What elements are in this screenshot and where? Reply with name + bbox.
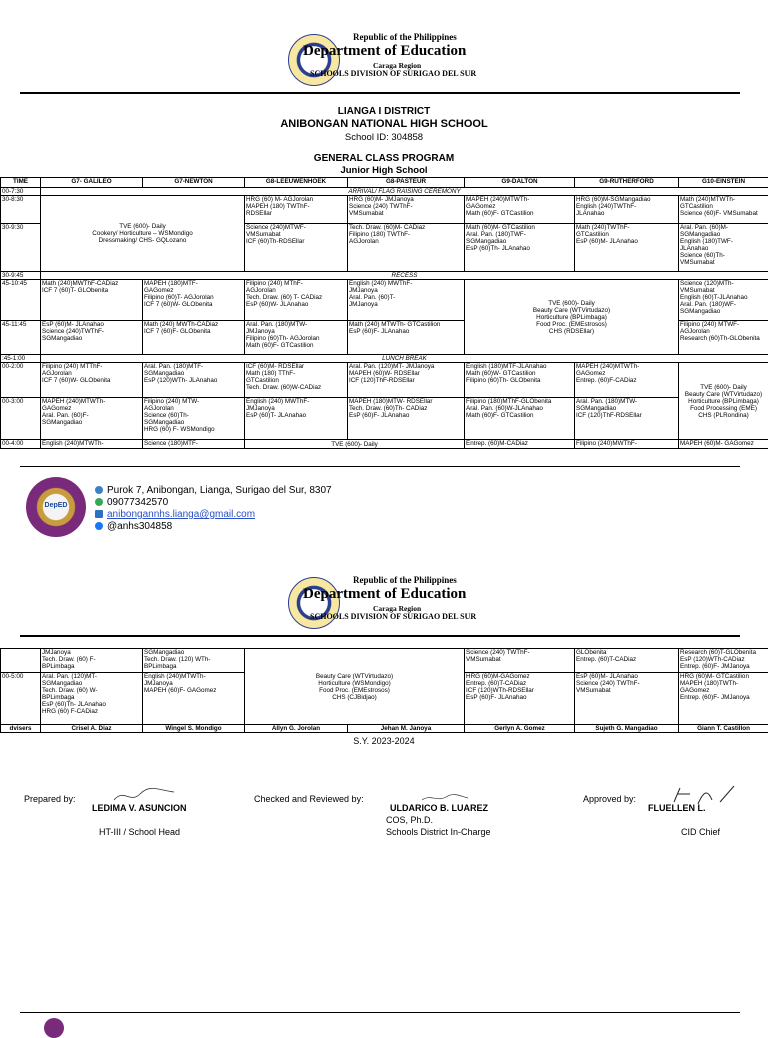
time-cell: 00-5:00 <box>1 673 41 725</box>
schedule-cell: Math (240)TWThF- GTCastilion EsP (60)M- JLAnahao <box>575 224 679 272</box>
school-logo <box>26 477 86 537</box>
schedule-cell: MAPEH (240)MTWTh- GAGomez Math (60)F- GTCastilion <box>465 196 575 224</box>
department-title: Department of Education <box>303 586 466 603</box>
checked-by-title: Schools District In-Charge <box>386 827 491 837</box>
school-name: ANIBONGAN NATIONAL HIGH SCHOOL <box>0 118 768 130</box>
col-g7-galileo: G7- GALILEO <box>41 178 143 188</box>
approved-by-label: Approved by: <box>583 794 636 804</box>
schedule-cell: English (240)MTWTh- JMJanoya MAPEH (60)F- GAGomez <box>143 673 245 725</box>
adviser-name: Gerlyn A. Gomez <box>465 725 575 733</box>
schedule-cell: Math (240) MWTh-CADiaz ICF 7 (60)F- GLObenita <box>143 321 245 355</box>
schedule-cell: MAPEH (60)M- GAGomez <box>679 440 768 449</box>
time-cell: 30-9:30 <box>1 224 41 272</box>
email-link[interactable]: anibongannhs.lianga@gmail.com <box>107 509 255 520</box>
adviser-name: Jehan M. Janoya <box>348 725 465 733</box>
table-row <box>1 355 768 363</box>
schedule-cell: Filipino (240) MTWF- AGJorolan Research (60)Th-GLObenita <box>679 321 768 355</box>
schedule-cell: JMJanoya Tech. Draw. (60) F- BPLimbaga <box>41 649 143 673</box>
header-divider <box>20 635 740 637</box>
schedule-cell: EsP (60)M- JLAnahao Science (240) TWThF- VMSumabat <box>575 673 679 725</box>
checked-by-name: ULDARICO B. LUAREZ <box>390 803 488 813</box>
schedule-cell: EsP (60)M- JLAnahao Science (240)TWThF- SGMangadiao <box>41 321 143 355</box>
footer-divider <box>20 466 740 467</box>
time-cell: 45-11:45 <box>1 321 41 355</box>
schedule-cell: MAPEH (180)MTW- RDSEllar Tech. Draw. (60)Th- CADiaz EsP (60)F- JLAnahao <box>348 398 465 440</box>
region-label: Caraga Region <box>373 604 421 613</box>
schedule-cell: HRG (60)M- JMJanoya Science (240) TWThF- VMSumabat <box>348 196 465 224</box>
schedule-cell: ICF (60)M- RDSEllar Math (180) TThF- GTCastilion Tech. Draw. (60)W-CADiaz <box>245 363 348 398</box>
facebook-text: @anhs304858 <box>107 521 172 532</box>
prepared-by-title: HT-III / School Head <box>99 827 180 837</box>
schedule-cell: Math (240) MTWTh- GTCastilion EsP (60)F- JLAnahao <box>348 321 465 355</box>
deped-seal-logo <box>288 34 340 86</box>
approved-by-title: CID Chief <box>681 827 720 837</box>
schedule-cell: SGMangadiao Tech. Draw. (120) WTh- BPLimbaga <box>143 649 245 673</box>
schedule-cell: Tech. Draw. (60)M- CADiaz Filipino (180) TWThF- AGJorolan <box>348 224 465 272</box>
time-cell: 30-9:45 <box>1 272 41 280</box>
advisers-label: dvisers <box>1 725 41 733</box>
school-logo-partial <box>44 1018 64 1038</box>
email-icon <box>95 510 103 518</box>
table-row <box>1 363 768 398</box>
recess-cell: RECESS <box>41 272 768 280</box>
tve-cell: Beauty Care (WTVirtudazo) Horticulture (WSMondigo) Food Proc. (EMEstrosos) CHS (CJBidjao) <box>245 649 465 725</box>
schedule-cell: Math (60)M- GTCastilion Aral. Pan. (180)TWF- SGMangadiao EsP (60)Th- JLAnahao <box>465 224 575 272</box>
schedule-cell: HRG (60)M- GTCastilion MAPEH (180)TWTh- GAGomez Entrep. (60)F- JMJanoya <box>679 673 768 725</box>
schedule-cell: English (240) MWThF- JMJanoya EsP (60)T- JLAnahao <box>245 398 348 440</box>
district-title: LIANGA I DISTRICT <box>0 106 768 117</box>
table-row <box>1 280 768 321</box>
schedule-cell: Filipino (240) MTW- AGJorolan Science (60)Th- SGMangadiao HRG (60) F- WSMondigo <box>143 398 245 440</box>
adviser-name: Allyn G. Jorolan <box>245 725 348 733</box>
schedule-cell: MAPEH (240)MTWTh- GAGomez Aral. Pan. (60)F- SGMangadiao <box>41 398 143 440</box>
time-cell: 45-10:45 <box>1 280 41 321</box>
contact-phone <box>95 497 168 509</box>
schedule-cell: Filipino (240) MTThF- AGJorolan ICF 7 (60)W- GLObenita <box>41 363 143 398</box>
schedule-cell: HRG (60)M-SGMangadiao English (240)TWThF- JLAnahao <box>575 196 679 224</box>
schedule-cell: English (240) MWThF- JMJanoya Aral. Pan. (60)T- JMJanoya <box>348 280 465 321</box>
checked-by-label: Checked and Reviewed by: <box>254 794 364 804</box>
school-year: S.Y. 2023-2024 <box>0 736 768 746</box>
table-row <box>1 196 768 224</box>
tve-cell: TVE (600)- Daily <box>245 440 465 449</box>
col-time: TIME <box>1 178 41 188</box>
table-row <box>1 440 768 449</box>
schedule-cell: Math (240)MTWTh- GTCastilion Science (60)F- VMSumabat <box>679 196 768 224</box>
table-row <box>1 398 768 440</box>
approved-by-name: FLUELLEN L. <box>648 803 706 813</box>
schedule-cell: MAPEH (240)MTWTh- GAGomez Entrep. (60)F-CADiaz <box>575 363 679 398</box>
adviser-name: Crisel A. Diaz <box>41 725 143 733</box>
tve-cell: TVE (600)- Daily Cookery/ Horticulture – WSMondigo Dressmaking/ CHS- GQLozano <box>41 196 245 272</box>
schedule-cell: GLObenita Entrep. (60)T-CADiaz <box>575 649 679 673</box>
time-cell <box>1 649 41 673</box>
time-cell: 00-2:00 <box>1 363 41 398</box>
schedule-cell: Research (60)T-GLObenita EsP (120)WTh-CADiaz Entrep. (60)F- JMJanoya <box>679 649 768 673</box>
address-text: Purok 7, Anibongan, Lianga, Surigao del Sur, 8307 <box>107 485 332 496</box>
schedule-cell: Filipino (240) MThF- AGJorolan Tech. Draw. (60) T- CADiaz EsP (60)W- JLAnahao <box>245 280 348 321</box>
time-cell: 00-3:00 <box>1 398 41 440</box>
advisers-row <box>1 725 768 733</box>
class-schedule-table <box>0 177 768 449</box>
schedule-cell: Aral. Pan. (180)MTW- SGMangadiao ICF (120)ThF-RDSEllar <box>575 398 679 440</box>
time-cell: :45-1:00 <box>1 355 41 363</box>
table-row <box>1 188 768 196</box>
time-cell: 30-8:30 <box>1 196 41 224</box>
class-schedule-table-continued <box>0 648 768 733</box>
col-g7-newton: G7-NEWTON <box>143 178 245 188</box>
school-id: School ID: 304858 <box>0 132 768 143</box>
phone-icon <box>95 498 103 506</box>
division-label: SCHOOLS DIVISION OF SURIGAO DEL SUR <box>310 612 476 621</box>
region-label: Caraga Region <box>373 61 421 70</box>
schedule-cell: Aral. Pan. (60)M- SGMangadiao English (180)TWF- JLAnahao Science (60)Th- VMSumabat <box>679 224 768 272</box>
republic-label: Republic of the Philippines <box>353 32 457 42</box>
schedule-cell: HRG (60) M- AGJorolan MAPEH (180) TWThF- RDSEllar <box>245 196 348 224</box>
schedule-cell: Science (240)MTWF- VMSumabat ICF (60)Th-RDSEllar <box>245 224 348 272</box>
schedule-cell: Aral. Pan. (120)MT- SGMangadiao Tech. Draw. (60) W- BPLimbaga EsP (60)Th- JLAnahao HRG (60) F-CADiaz <box>41 673 143 725</box>
contact-facebook <box>95 521 172 533</box>
deped-seal-logo <box>288 577 340 629</box>
checked-by-credentials: COS, Ph.D. <box>386 815 433 825</box>
adviser-name: Sujeth G. Mangadiao <box>575 725 679 733</box>
school-logo-text: DepED <box>26 502 86 509</box>
prepared-by-name: LEDIMA V. ASUNCION <box>92 803 187 813</box>
tve-cell: TVE (600)- Daily Beauty Care (WTVirtudazo) Horticulture (BPLimbaga) Food Proc. (EMEstrosos) CHS (RDSEllar) <box>465 280 679 355</box>
schedule-cell: Aral. Pan. (180)MTF- SGMangadiao EsP (120)WTh- JLAnahao <box>143 363 245 398</box>
contact-email <box>95 509 255 521</box>
bottom-divider <box>20 1012 740 1013</box>
col-g9-rutherford: G9-RUTHERFORD <box>575 178 679 188</box>
col-g9-dalton: G9-DALTON <box>465 178 575 188</box>
schedule-cell: English (240)MTWTh- <box>41 440 143 449</box>
republic-label: Republic of the Philippines <box>353 575 457 585</box>
table-row <box>1 272 768 280</box>
lunch-cell: LUNCH BREAK <box>41 355 768 363</box>
schedule-cell: HRG (60)M-GAGomez Entrep. (60)T-CADiaz ICF (120)WTh-RDSEllar EsP (60)F- JLAnahao <box>465 673 575 725</box>
facebook-icon <box>95 522 103 530</box>
program-level: Junior High School <box>0 165 768 176</box>
department-title: Department of Education <box>303 43 466 60</box>
table-header-row <box>1 178 768 188</box>
schedule-cell: Science (240) TWThF- VMSumabat <box>465 649 575 673</box>
header-divider <box>20 92 740 94</box>
schedule-cell: Filipino (240)MWThF- <box>575 440 679 449</box>
adviser-name: Giann T. Castillon <box>679 725 768 733</box>
prepared-by-label: Prepared by: <box>24 794 76 804</box>
schedule-cell: English (180)MTF-JLAnahao Math (60)W- GTCastilion Filipino (60)Th- GLObenita <box>465 363 575 398</box>
time-cell: 00-7:30 <box>1 188 41 196</box>
col-g8-pasteur: G8-PASTEUR <box>348 178 465 188</box>
phone-text: 09077342570 <box>107 497 168 508</box>
col-g10-einstein: G10-EINSTEIN <box>679 178 768 188</box>
schedule-cell: Aral. Pan. (180)MTW- JMJanoya Filipino (60)Th- AGJorolan Math (60)F- GTCastilion <box>245 321 348 355</box>
schedule-cell: Aral. Pan. (120)MT- JMJanoya MAPEH (60)W- RDSEllar ICF (120)ThF-RDSEllar <box>348 363 465 398</box>
flag-ceremony-cell: ARRIVAL/ FLAG RAISING CEREMONY <box>41 188 768 196</box>
division-label: SCHOOLS DIVISION OF SURIGAO DEL SUR <box>310 69 476 78</box>
adviser-name: Wingel S. Mondigo <box>143 725 245 733</box>
tve-cell: TVE (600)- Daily Beauty Care (WTVirtudazo) Horticulture (BPLimbaga) Food Processing (EME) CHS (PLRondina) <box>679 363 768 440</box>
table-row <box>1 649 768 673</box>
time-cell: 00-4:00 <box>1 440 41 449</box>
program-title: GENERAL CLASS PROGRAM <box>0 153 768 164</box>
col-g8-leeuwenhoek: G8-LEEUWENHOEK <box>245 178 348 188</box>
schedule-cell: Math (240)MWThF-CADiaz ICF 7 (60)T- GLObenita <box>41 280 143 321</box>
schedule-cell: Entrep. (60)M-CADiaz <box>465 440 575 449</box>
schedule-cell: Science (120)MTh- VMSumabat English (60)T-JLAnahao Aral. Pan. (180)WF- SGMangadiao <box>679 280 768 321</box>
location-icon <box>95 486 103 494</box>
schedule-cell: MAPEH (180)MTF- GAGomez Filipino (60)T- AGJorolan ICF 7 (60)W- GLObenita <box>143 280 245 321</box>
contact-address <box>95 485 332 497</box>
schedule-cell: Science (180)MTF- <box>143 440 245 449</box>
schedule-cell: Filipino (180)MThF-GLObenita Aral. Pan. (60)W-JLAnahao Math (60)F- GTCastilion <box>465 398 575 440</box>
